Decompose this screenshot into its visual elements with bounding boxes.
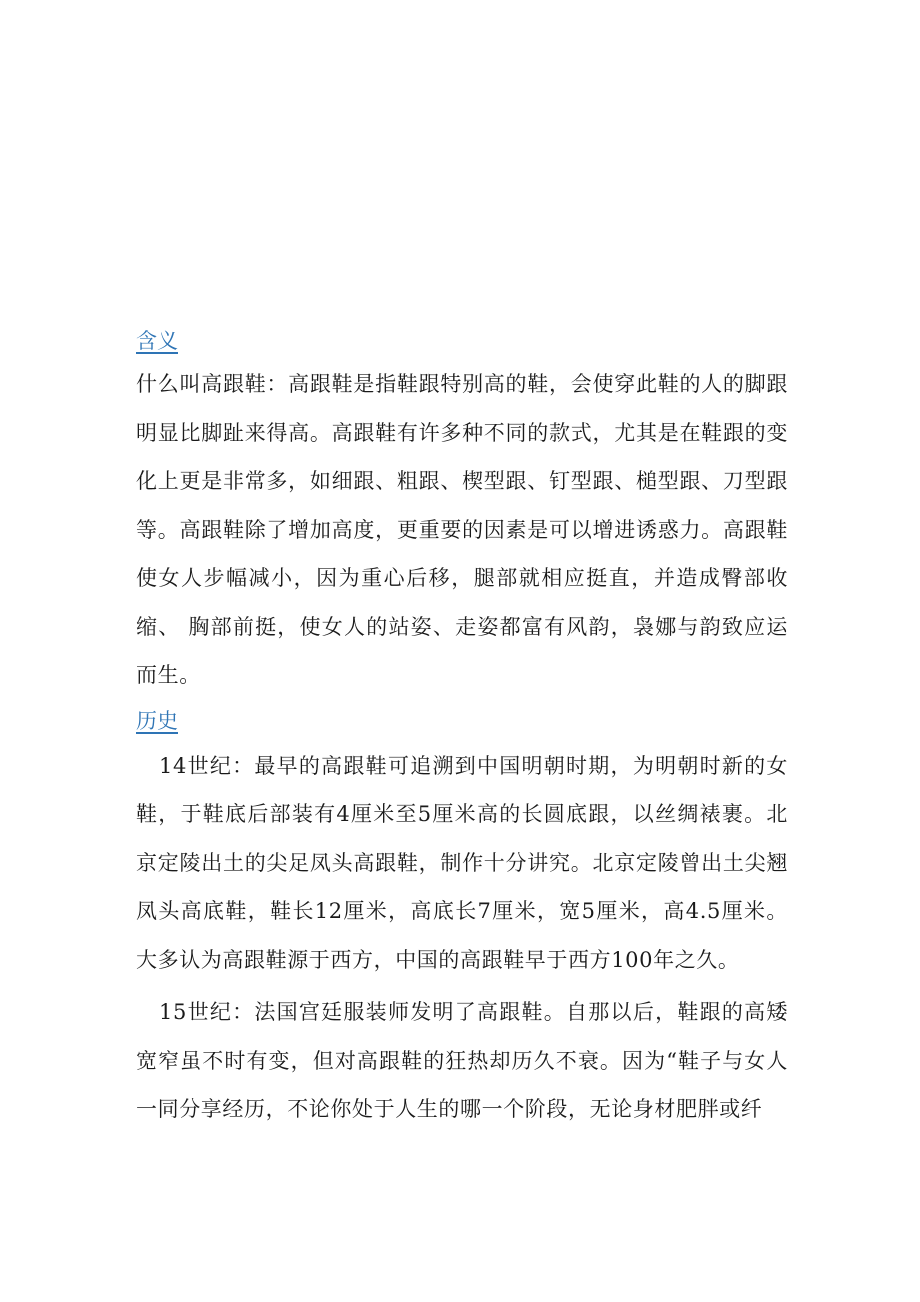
meaning-paragraph: 什么叫高跟鞋：高跟鞋是指鞋跟特别高的鞋，会使穿此鞋的人的脚跟明显比脚趾来得高。高跟鞋有许多种不同的款式，尤其是在鞋跟的变化上更是非常多，如细跟、粗跟、楔型跟、钉型跟、槌型跟、刀型跟等。高跟鞋除了增加高度，更重要的因素是可以增进诱惑力。高跟鞋使女人步幅减小，因为重心后移，腿部就相应挺直，并造成臀部收缩、 胸部前挺，使女人的站姿、走姿都富有风韵，袅娜与韵致应运而生。 [136, 372, 788, 687]
section-heading-meaning[interactable]: 含义 [136, 329, 178, 353]
history-paragraph-15th-century: 15世纪：法国宫廷服装师发明了高跟鞋。自那以后，鞋跟的高矮宽窄虽不时有变，但对高跟鞋的狂热却历久不衰。因为“鞋子与女人一同分享经历，不论你处于人生的哪一个阶段，无论身材肥胖或纤 [136, 1000, 788, 1121]
history-paragraph-14th-century: 14世纪：最早的高跟鞋可追溯到中国明朝时期，为明朝时新的女鞋，于鞋底后部装有4厘米至5厘米高的长圆底跟，以丝绸裱裹。北京定陵出土的尖足凤头高跟鞋，制作十分讲究。北京定陵曾出土尖翘凤头高底鞋，鞋长12厘米，高底长7厘米，宽5厘米，高4.5厘米。 大多认为高跟鞋源于西方，中国的高跟鞋早于西方100年之久。 [136, 753, 788, 972]
document-body [136, 322, 788, 1134]
section-heading-history[interactable]: 历史 [136, 708, 178, 733]
